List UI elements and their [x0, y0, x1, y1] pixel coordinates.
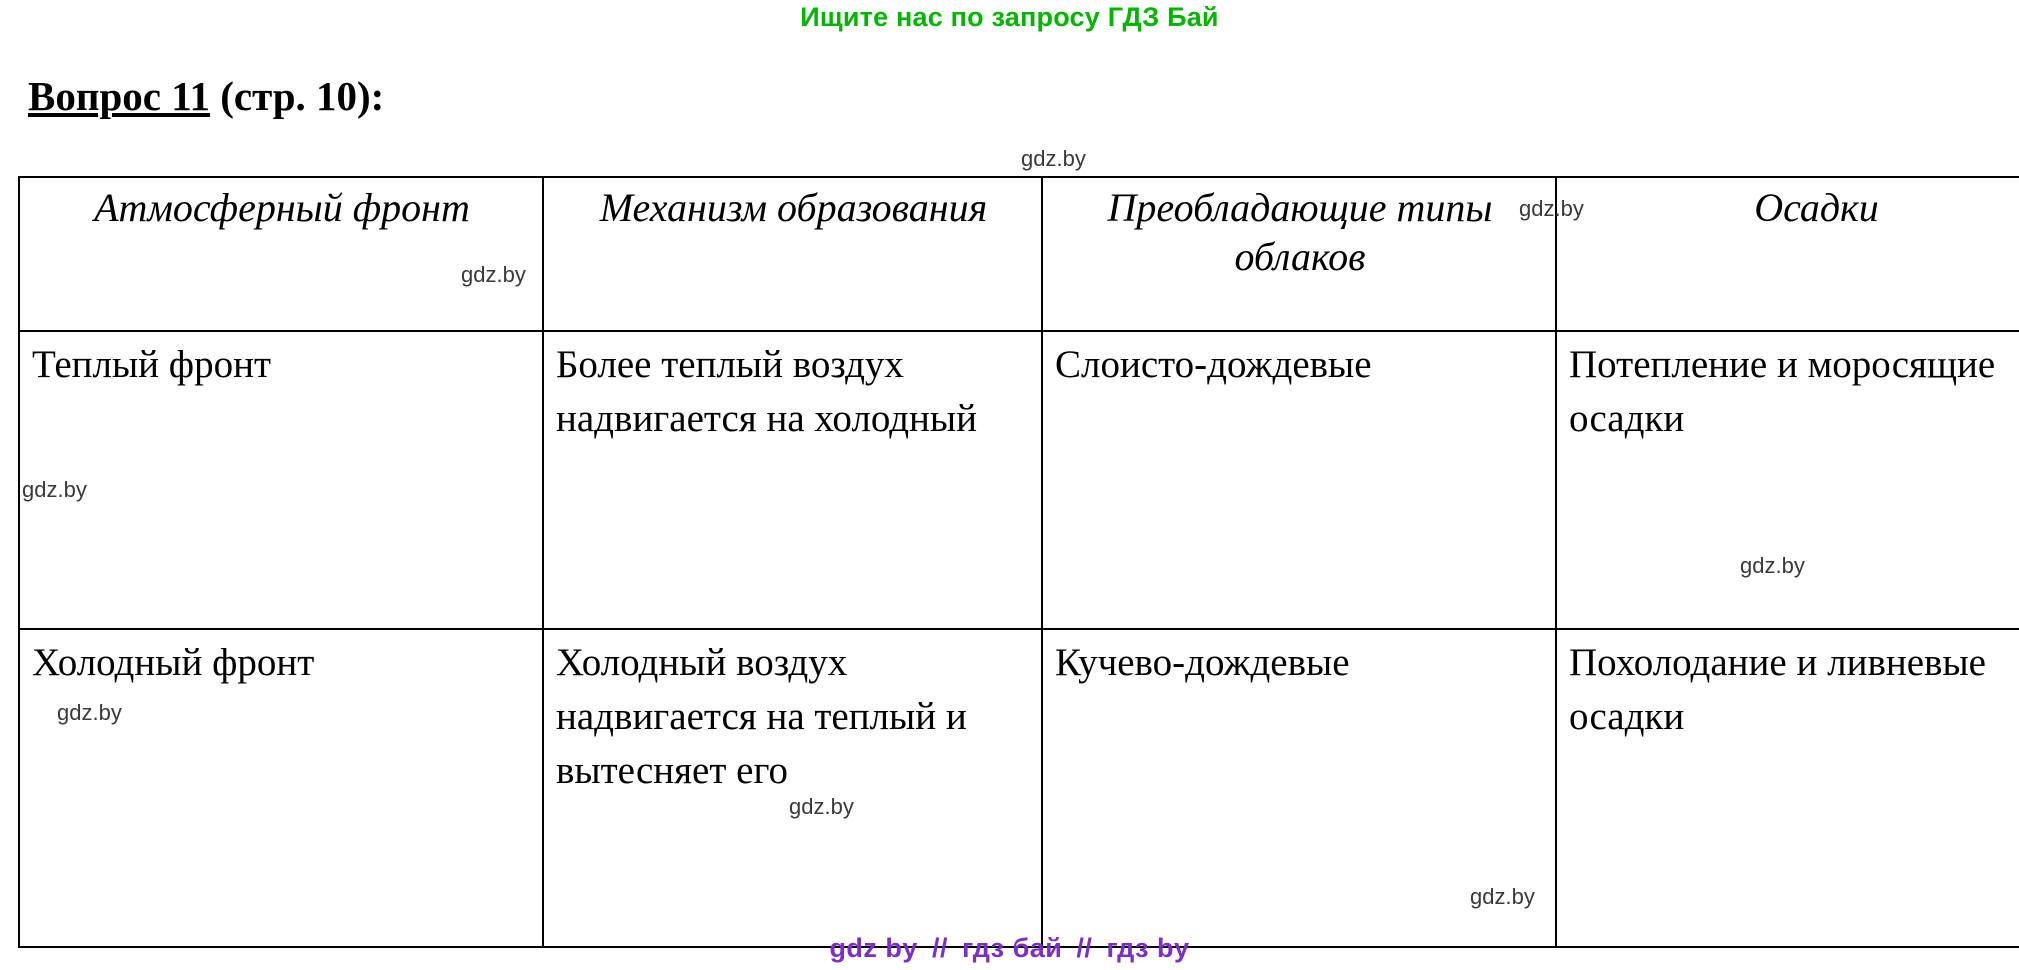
watermark: gdz.by: [1021, 146, 1086, 171]
cell-warm-precipitation: Потепление и моросящие осадки: [1556, 331, 2019, 629]
page-title: [28, 72, 384, 120]
footer-separator: //: [931, 933, 948, 963]
watermark: gdz.by: [461, 262, 526, 287]
cell-warm-clouds: Слоисто-дождевые: [1042, 331, 1556, 629]
watermark: gdz.by: [22, 477, 87, 502]
footer-right: гдз by: [1106, 933, 1190, 963]
watermark: gdz.by: [789, 794, 854, 819]
header-cell-front: Атмосферный фронт: [19, 177, 543, 331]
footer-separator: //: [1076, 933, 1093, 963]
footer-left: gdz by: [829, 933, 918, 963]
header-cell-clouds: Преобладающие типы облаков: [1042, 177, 1556, 331]
cell-cold-precipitation: Похолодание и ливневые осадки: [1556, 629, 2019, 947]
atmospheric-fronts-table: [18, 176, 2019, 948]
cell-cold-clouds: Кучево-дождевые: [1042, 629, 1556, 947]
cell-warm-front: Теплый фронт: [19, 331, 543, 629]
watermark: gdz.by: [57, 700, 122, 725]
table-row: [19, 629, 2019, 947]
header-cell-precipitation: Осадки: [1556, 177, 2019, 331]
top-promo-banner: Ищите нас по запросу ГДЗ Бай: [800, 2, 1219, 32]
footer-brand-bar: [0, 933, 2019, 964]
cell-warm-mechanism: Более теплый воздух надвигается на холодный: [543, 331, 1042, 629]
cell-cold-front: Холодный фронт: [19, 629, 543, 947]
header-cell-mechanism: Механизм образования: [543, 177, 1042, 331]
watermark: gdz.by: [1470, 884, 1535, 909]
watermark: gdz.by: [1740, 553, 1805, 578]
question-label: Вопрос 11: [28, 73, 210, 119]
table-row: [19, 331, 2019, 629]
footer-middle: гдз бай: [961, 933, 1063, 963]
watermark: gdz.by: [1519, 196, 1584, 221]
table-header-row: [19, 177, 2019, 331]
cell-cold-mechanism: Холодный воздух надвигается на теплый и вытесняет его: [543, 629, 1042, 947]
question-page-ref: (стр. 10):: [220, 73, 385, 119]
